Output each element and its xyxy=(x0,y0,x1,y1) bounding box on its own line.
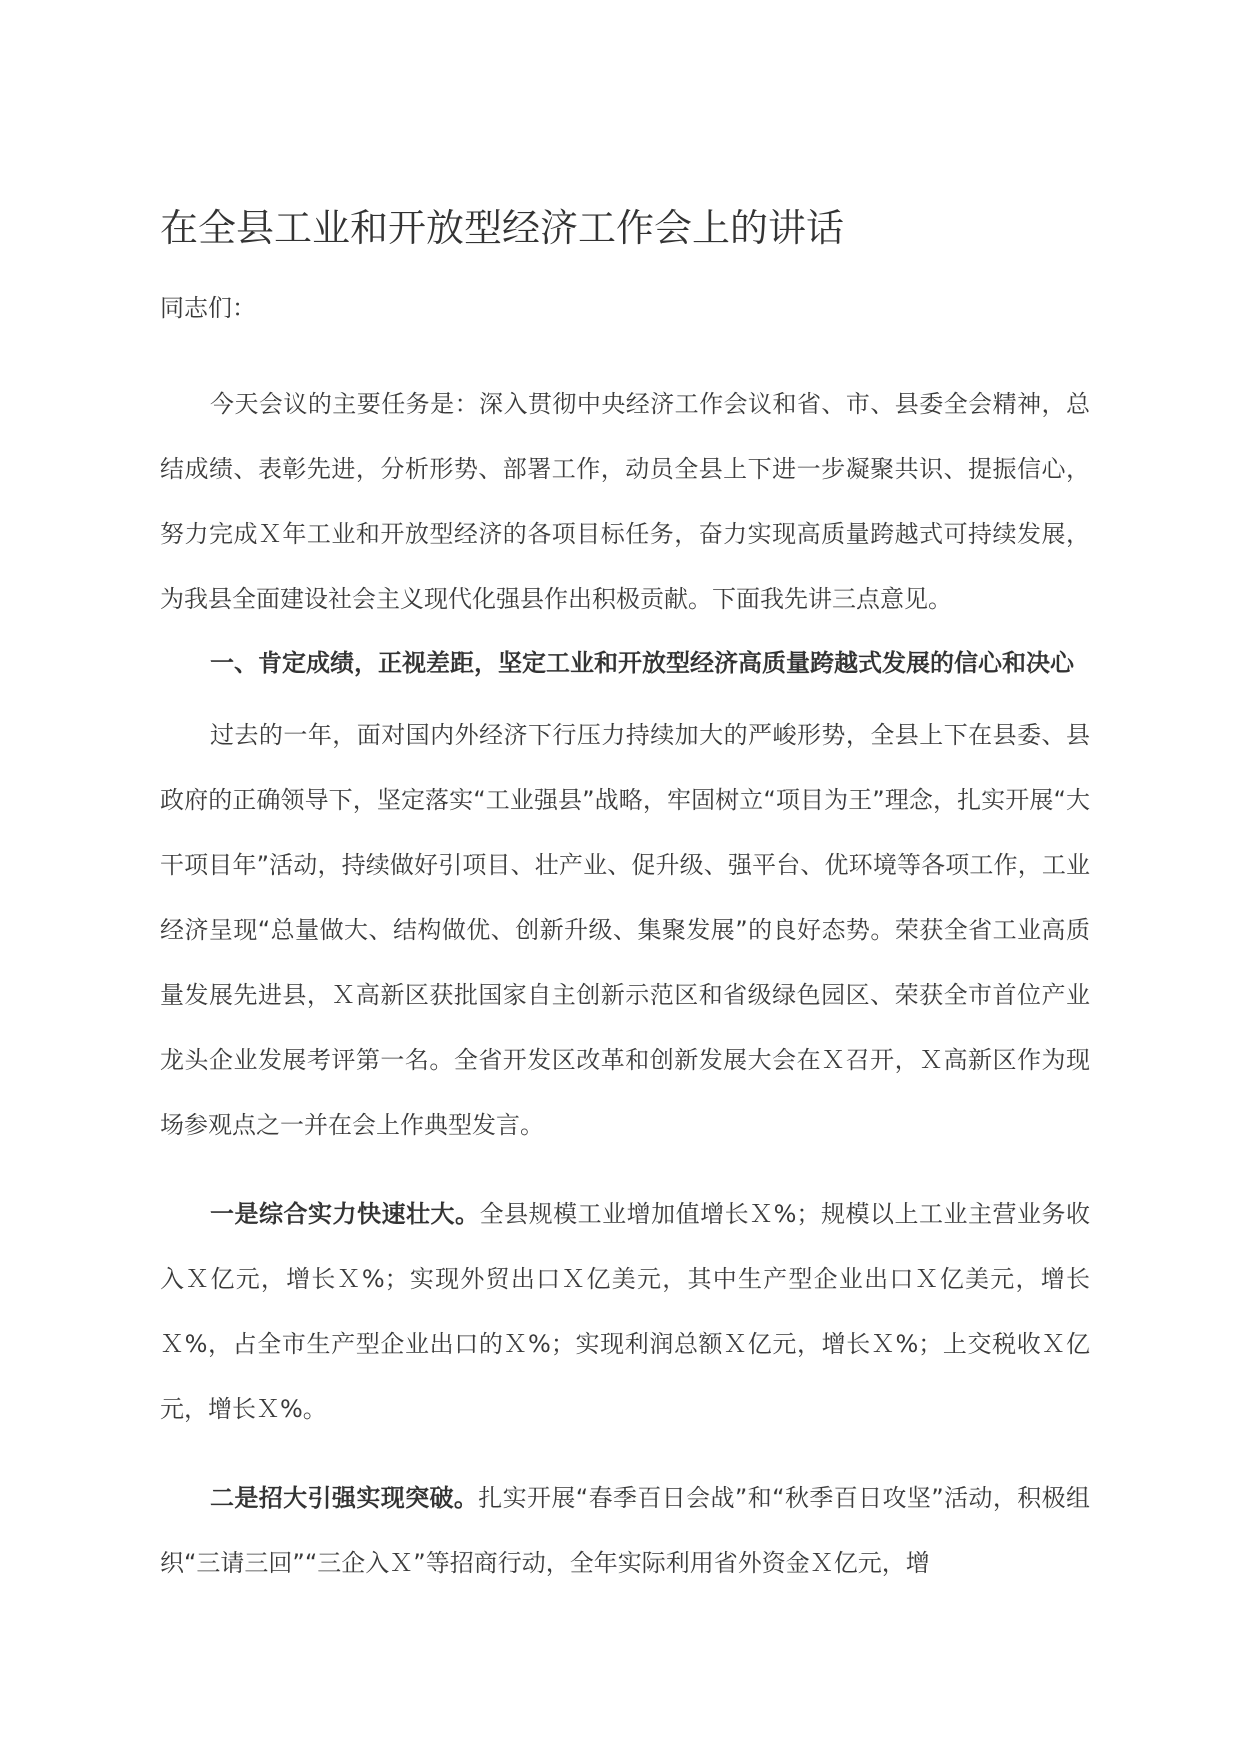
point-2-paragraph xyxy=(160,1466,1090,1596)
point-2-text: 扎实开展“春季百日会战”和“秋季百日攻坚”活动，积极组织“三请三回”“三企入Ｘ”等招商行动，全年实际利用省外资金Ｘ亿元，增 xyxy=(160,1484,1091,1577)
point-1-text: 全县规模工业增加值增长Ｘ%；规模以上工业主营业务收入Ｘ亿元，增长Ｘ%；实现外贸出口Ｘ亿美元，其中生产型企业出口Ｘ亿美元，增长Ｘ%，占全市生产型企业出口的Ｘ%；实现利润总额Ｘ亿元，增长Ｘ%；上交税收Ｘ亿元，增长Ｘ%。 xyxy=(160,1200,1090,1423)
point-1-lead: 一是综合实力快速壮大。 xyxy=(210,1200,480,1228)
document-title: 在全县工业和开放型经济工作会上的讲话 xyxy=(160,206,845,250)
point-2-lead: 二是招大引强实现突破。 xyxy=(210,1484,479,1512)
section-heading-1: 一、肯定成绩，正视差距，坚定工业和开放型经济高质量跨越式发展的信心和决心 xyxy=(210,649,1074,677)
intro-paragraph: 今天会议的主要任务是：深入贯彻中央经济工作会议和省、市、县委全会精神，总结成绩、表彰先进，分析形势、部署工作，动员全县上下进一步凝聚共识、提振信心，努力完成Ｘ年工业和开放型经济的各项目标任务，奋力实现高质量跨越式可持续发展，为我县全面建设社会主义现代化强县作出积极贡献。下面我先讲三点意见。 xyxy=(160,390,1090,613)
salutation: 同志们： xyxy=(160,294,256,322)
document-page xyxy=(160,200,1090,1596)
section-1-paragraph: 过去的一年，面对国内外经济下行压力持续加大的严峻形势，全县上下在县委、县政府的正确领导下，坚定落实“工业强县”战略，牢固树立“项目为王”理念，扎实开展“大干项目年”活动，持续做好引项目、壮产业、促升级、强平台、优环境等各项工作，工业经济呈现“总量做大、结构做优、创新升级、集聚发展”的良好态势。荣获全省工业高质量发展先进县，Ｘ高新区获批国家自主创新示范区和省级绿色园区、荣获全市首位产业龙头企业发展考评第一名。全省开发区改革和创新发展大会在Ｘ召开，Ｘ高新区作为现场参观点之一并在会上作典型发言。 xyxy=(160,721,1090,1139)
point-1-paragraph xyxy=(160,1182,1090,1442)
